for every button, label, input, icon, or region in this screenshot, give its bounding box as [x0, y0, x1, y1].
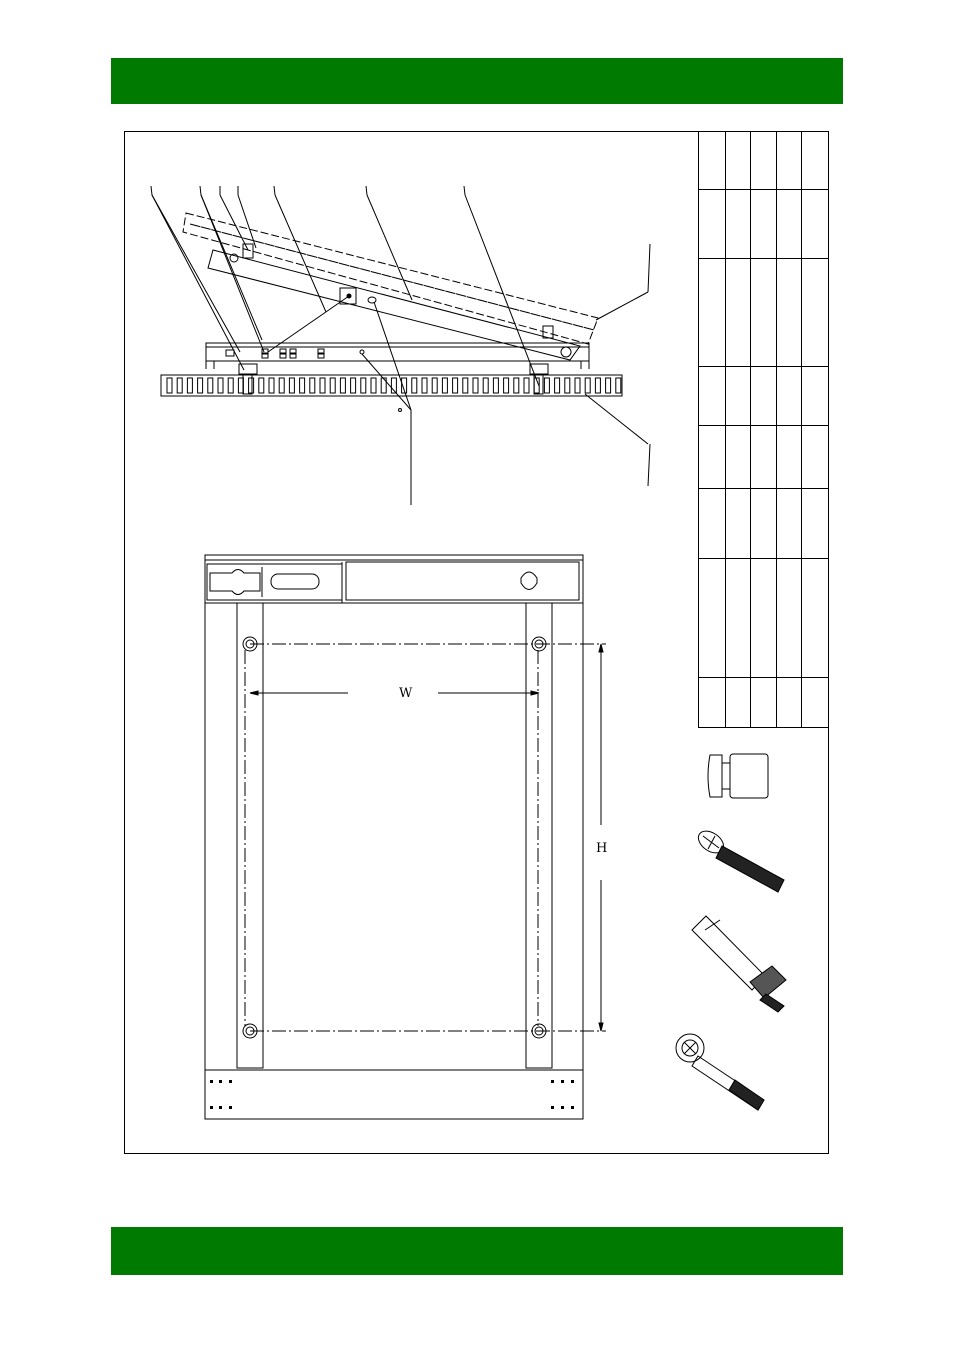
floor-slot [279, 378, 284, 393]
floor-slot [555, 378, 560, 393]
floor-slot [330, 378, 335, 393]
floor-slot [228, 378, 233, 393]
floor-slot [575, 378, 580, 393]
floor-slot [351, 378, 356, 393]
floor-slot [514, 378, 519, 393]
floor-slot [422, 378, 427, 393]
floor-slot [249, 378, 254, 393]
floor-slot [218, 378, 223, 393]
floor-slot [259, 378, 264, 393]
floor-slot [606, 378, 611, 393]
floor-slot [300, 378, 305, 393]
floor-slot [187, 378, 192, 393]
floor-slot [310, 378, 315, 393]
countersunk-screw-icon [694, 827, 784, 892]
floor-slot [361, 378, 366, 393]
floor-slot [544, 378, 549, 393]
floor-slot [504, 378, 509, 393]
flange-bolt-icon [676, 1034, 764, 1110]
floor-slot [595, 378, 600, 393]
floor-slot [463, 378, 468, 393]
floor-slot [493, 378, 498, 393]
floor-slot [340, 378, 345, 393]
floor-slot [371, 378, 376, 393]
floor-slot [432, 378, 437, 393]
expansion-anchor-icon [692, 916, 786, 1012]
floor-slot [473, 378, 478, 393]
floor-slot [524, 378, 529, 393]
floor-slot [208, 378, 213, 393]
floor-slot [483, 378, 488, 393]
floor-slot [442, 378, 447, 393]
plan-view [205, 555, 606, 1119]
dimension-h-label: H [596, 841, 608, 856]
floor-slot [585, 378, 590, 393]
floor-slot [269, 378, 274, 393]
floor-slot [167, 378, 172, 393]
floor-slot [616, 378, 621, 393]
side-elevation [151, 186, 650, 505]
floor-slot [198, 378, 203, 393]
dimension-w-label: W [399, 686, 413, 701]
bumper-foot-icon [708, 754, 768, 798]
floor-slot [320, 378, 325, 393]
floor-slot [289, 378, 294, 393]
floor-slot [453, 378, 458, 393]
floor-slot [177, 378, 182, 393]
floor-slot [565, 378, 570, 393]
floor-slot [412, 378, 417, 393]
